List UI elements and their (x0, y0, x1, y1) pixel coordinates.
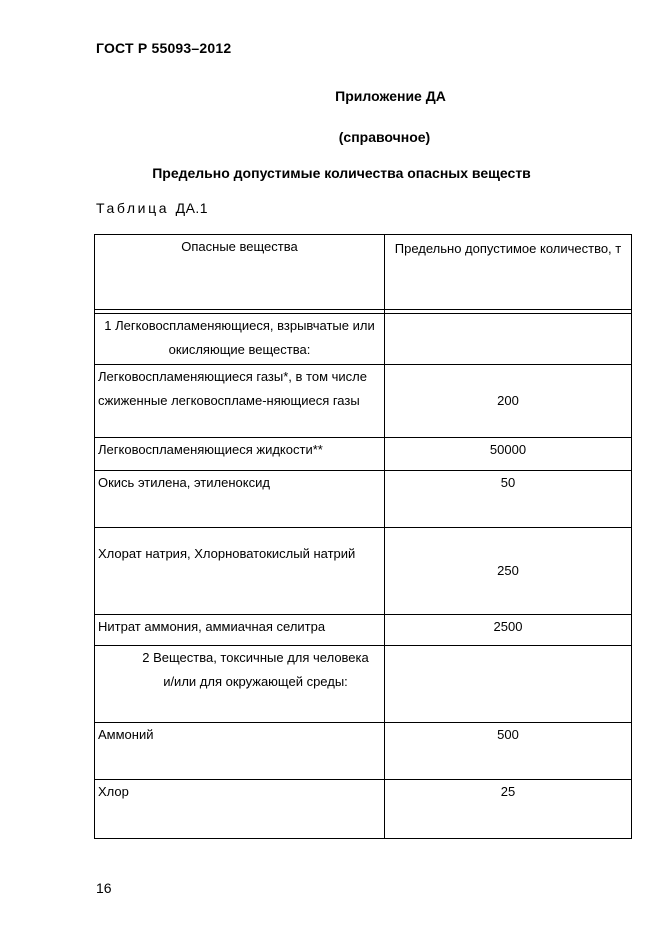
amount-cell: 500 (385, 723, 632, 780)
substance-cell: Хлор (95, 780, 385, 839)
table-row (95, 723, 632, 780)
table-row (95, 780, 632, 839)
table-row (95, 471, 632, 528)
amount-cell: 50000 (385, 438, 632, 471)
table-row (95, 528, 632, 615)
table-row (95, 615, 632, 646)
substance-cell: Нитрат аммония, аммиачная селитра (95, 615, 385, 646)
substances-table (94, 234, 632, 839)
table-caption-number: ДА.1 (175, 200, 209, 216)
substance-cell: Легковоспламеняющиеся жидкости** (95, 438, 385, 471)
table-row (95, 365, 632, 438)
table-header-row (95, 235, 632, 310)
amount-cell: 200 (385, 365, 632, 438)
appendix-title: Приложение ДА (335, 88, 446, 104)
section-row (95, 314, 632, 365)
section-title: 1 Легковоспламеняющиеся, взрывчатые или окисляющие вещества: (95, 314, 385, 365)
section-empty-cell (385, 646, 632, 723)
section-empty-cell (385, 314, 632, 365)
standard-designation: ГОСТ Р 55093–2012 (96, 40, 232, 56)
amount-cell: 2500 (385, 615, 632, 646)
amount-cell: 25 (385, 780, 632, 839)
substance-cell: Хлорат натрия, Хлорноватокислый натрий (95, 528, 385, 615)
substance-cell: Аммоний (95, 723, 385, 780)
section-title: 2 Вещества, токсичные для человека и/или для окружающей среды: (95, 646, 385, 723)
amount-cell: 50 (385, 471, 632, 528)
table-row (95, 438, 632, 471)
amount-cell: 250 (385, 528, 632, 615)
appendix-kind: (справочное) (338, 129, 431, 145)
substance-cell: Окись этилена, этиленоксид (95, 471, 385, 528)
page-number: 16 (96, 880, 112, 896)
substance-cell: Легковоспламеняющиеся газы*, в том числе сжиженные легковоспламе-няющиеся газы (95, 365, 385, 438)
table-caption (96, 200, 208, 216)
table-caption-word: Таблица (96, 200, 170, 216)
col-header-amount: Предельно допустимое количество, т (385, 235, 632, 310)
appendix-heading: Предельно допустимые количества опасных веществ (152, 165, 531, 181)
col-header-substance: Опасные вещества (95, 235, 385, 310)
section-row (95, 646, 632, 723)
